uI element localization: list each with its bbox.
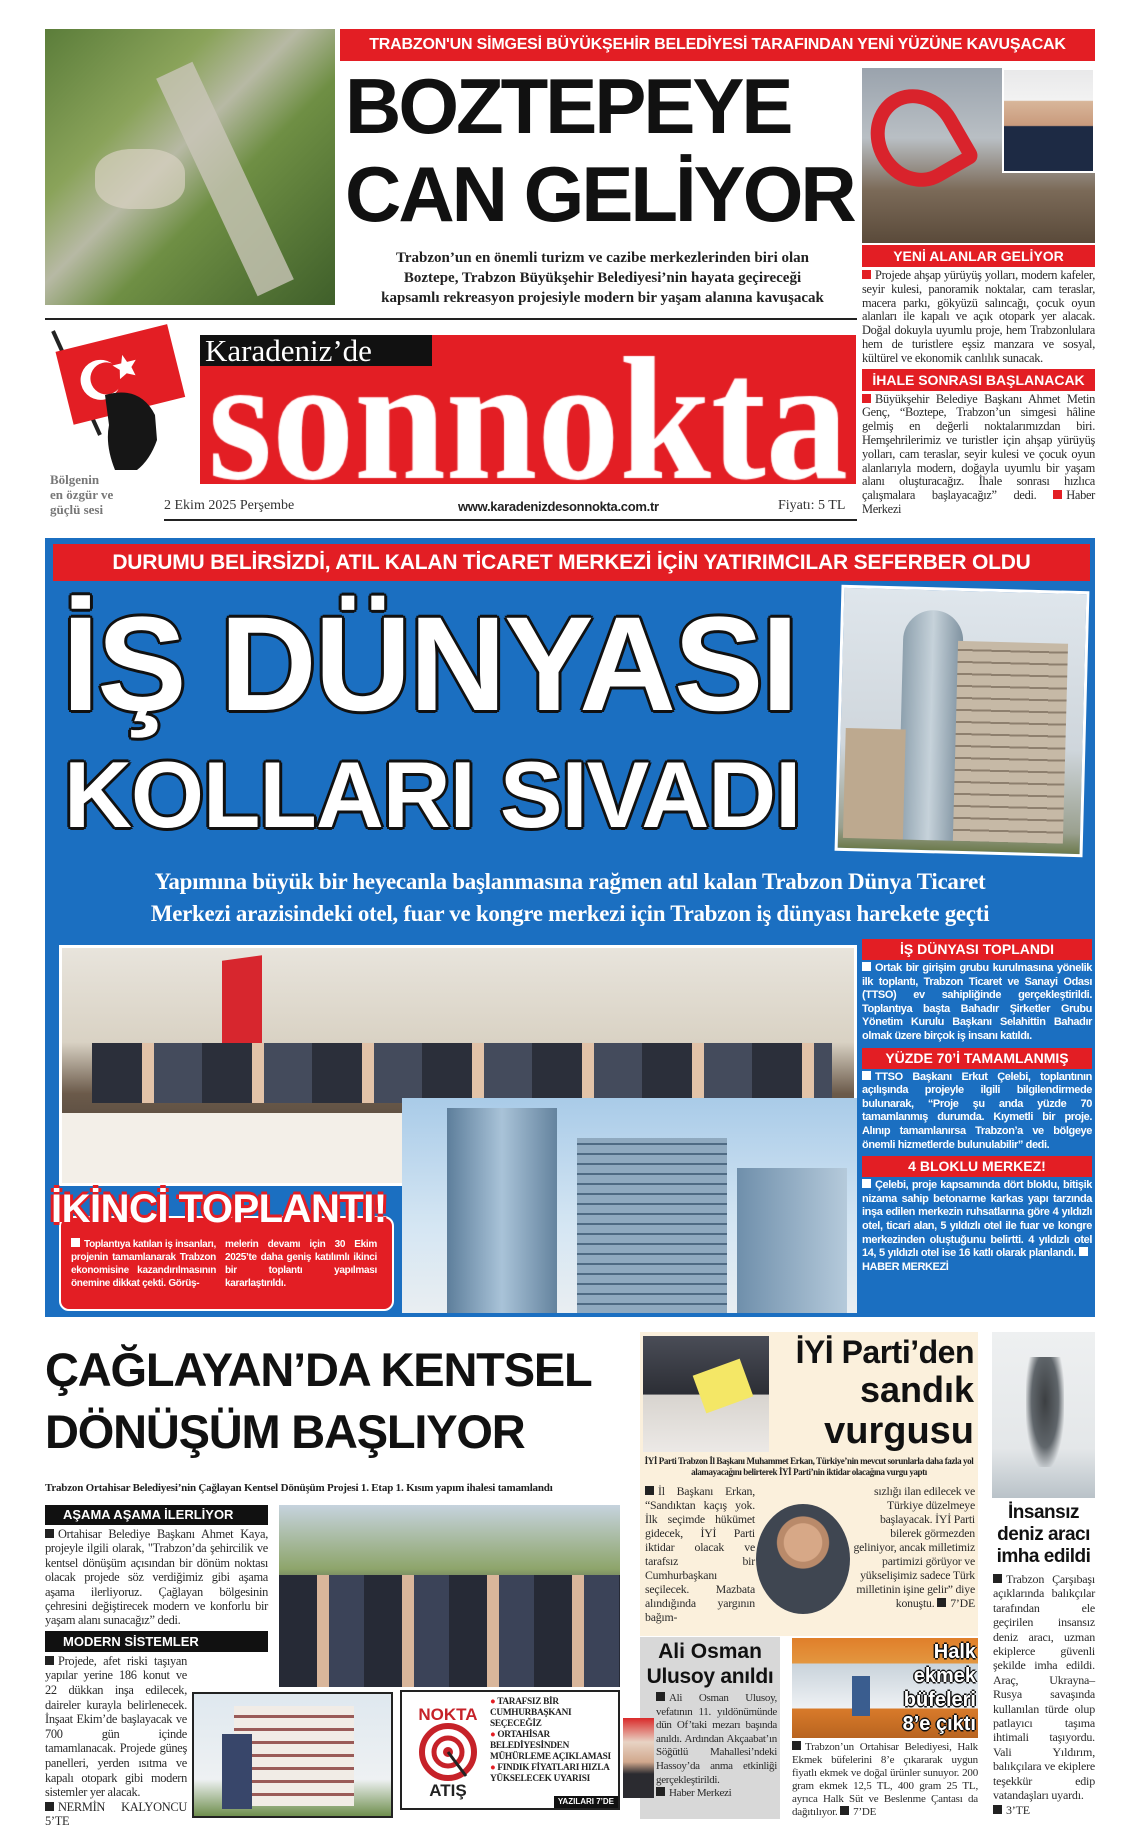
iyi-parti-box	[640, 1332, 978, 1636]
svg-text:NOKTA: NOKTA	[418, 1705, 478, 1724]
second-meeting-title: İKİNCİ TOPLANTI!	[51, 1187, 387, 1231]
nokta-atis-items	[490, 1697, 618, 1785]
halk-ekmek-headline: Halk ekmek büfeleri 8’e çıktı	[902, 1641, 976, 1735]
caglayan-deck: Trabzon Ortahisar Belediyesi’nin Çağlayan Kentsel Dönüşüm Projesi 1. Etap 1. Kısım yapım ihalesi tamamlandı	[45, 1482, 553, 1494]
iyi-parti-headline-line2: sandık	[859, 1369, 974, 1410]
ali-osman-ulusoy-portrait	[623, 1718, 654, 1798]
caglayan-headline-line2: DÖNÜŞÜM BAŞLIYOR	[45, 1405, 525, 1458]
section-header-yeni-alanlar: YENİ ALANLAR GELİYOR	[862, 245, 1095, 267]
issue-date: 2 Ekim 2025 Perşembe	[164, 498, 295, 513]
nokta-atis-item: ● TARAFSIZ BİR CUMHURBAŞKANI SEÇECEĞİZ	[490, 1697, 572, 1729]
bullet-square	[862, 270, 871, 279]
svg-text:ATIŞ: ATIŞ	[429, 1781, 467, 1800]
top-story-headline-line2: CAN GELİYOR	[345, 150, 854, 238]
trade-center-towers-photo	[402, 1098, 857, 1313]
yuzde-70-text: TTSO Başkanı Erkut Çelebi, toplantının açılışında projeyle ilgili bilgilendirmede bulunarak, “Proje şu anda yüzde 70 tamamlanmış durumda. Kıymetli bir proje. Alınıp tamamlanırsa Trabzon’a ve bölgeye önemli hizmetlerde bulunulabilir” dedi.	[862, 1070, 1092, 1151]
masthead-logo	[200, 335, 856, 484]
boztepe-viewpoint-photo	[862, 68, 1095, 243]
nokta-atis-footer: YAZILARI 7’DE	[554, 1796, 618, 1808]
caglayan-headline-line1: ÇAĞLAYAN’DA KENTSEL	[45, 1343, 592, 1396]
masthead-top-rule	[45, 318, 857, 320]
iyi-parti-deck: İYİ Parti Trabzon İl Başkanı Muhammet Erkan, Türkiye’nin mevcut sorunlarla daha fazla yol alamayacağını belirterek İYİ Parti’nin iktidar olacağına vurgu yaptı	[644, 1456, 974, 1477]
price: Fiyatı: 5 TL	[778, 498, 846, 513]
ali-osman-headline-line2: Ulusoy anıldı	[646, 1665, 774, 1688]
mayor-portrait	[1002, 68, 1095, 173]
website-link[interactable]: www.karadenizdesonnokta.com.tr	[458, 499, 659, 514]
top-story-sidebar	[862, 245, 1095, 517]
asama-text: Ortahisar Belediye Başkanı Ahmet Kaya, projeyle ilgili olarak, "Trabzon’da şehircilik ve kentsel dönüşüm açısından bir dönüm noktası olacak projede söz verdiğimiz gibi aşama aşama ilerliyoruz. Çağlayan bölgesinin çehresini değiştirecek modern ve konforlu bir yaşam alanı sunacağız” dedi.	[45, 1527, 268, 1628]
turkish-flag-ataturk-emblem	[45, 325, 195, 470]
masthead-bottom-rule	[164, 519, 857, 521]
sea-explosion-photo	[992, 1332, 1095, 1498]
second-meeting-col2: melerin devamı için 30 Ekim 2025’te daha geniş katılımlı ikinci bir toplantı yapılması kararlaştırıldı.	[225, 1239, 377, 1289]
top-story-deck: Trabzon’un en önemli turizm ve cazibe merkezlerinden biri olan Boztepe, Trabzon Büyükşehir Belediyesi’nin hayata geçireceği kapsamlı rekreasyon projesiyle modern bir yaşam alanına kavuşacak	[381, 250, 824, 306]
second-meeting-box	[49, 1186, 399, 1312]
caglayan-project-rendering	[192, 1692, 393, 1818]
iyi-parti-col2: sızlığı ilan edilecek ve Türkiye düzelmeye başlayacak. İYİ Parti bilerek görmezden geliniyor, ancak milletimiz partimizi görüyor ve yükselişimiz sadece Türk milletinin işine gelir” diye konuştu. 7’DE	[853, 1484, 975, 1610]
iyi-parti-headline-line3: vurgusu	[824, 1410, 974, 1452]
top-story-headline-line1: BOZTEPEYE	[345, 62, 791, 150]
main-story-sidebar	[862, 939, 1092, 1274]
main-story-headline-line2: KOLLARI SIVADI	[64, 742, 801, 847]
ballot-box-photo	[643, 1336, 769, 1452]
boztepe-aerial-photo	[45, 29, 335, 305]
section-header-is-dunyasi: İŞ DÜNYASI TOPLANDI	[862, 939, 1092, 960]
ihale-text: Büyükşehir Belediye Başkanı Ahmet Metin Genç, “Boztepe, Trabzon’un simgesi hâline gelmiş en değerli noktalarımızdan biri. Hemşehrilerimiz ve turistler için ahşap yürüyüş yolları, cam teraslar, seyir kulesi ve çocuk oyun alanlarıyla modern, doğayla uyumlu bir yaşam alanı oluşturacağız. İhale sonrası hızlıca çalışmalara başlayacağız” dedi. Haber Merkezi	[862, 391, 1095, 516]
section-header-4-bloklu: 4 BLOKLU MERKEZ!	[862, 1156, 1092, 1177]
insansiz-text: Trabzon Çarşıbaşı açıklarında balıkçılar tarafından ele geçirilen insansız deniz aracı, uzman ekiplerce güvenli şekilde imha edildi. Araç, Ukrayna–Rusya savaşında kullanılan türde olup patlayıcı taşıma ihtimali taşıyordu. Vali Yıldırım, balıkçılara ve ekiplere teşekkür edip vatandaşları uyardı. 3’TE	[993, 1572, 1096, 1817]
is-dunyasi-text: Ortak bir girişim grubu kurulmasına yönelik ilk toplantı, Trabzon Ticaret ve Sanayi Odası (TTSO) ev sahipliğinde gerçekleştirildi. Toplantıya başta Bahadır Şirketler Grubu Yönetim Kurulu Başkanı Selahittin Bahadır olmak üzere birçok iş insanı katıldı.	[862, 962, 1092, 1042]
ihale-byline: Haber Merkezi	[862, 488, 1095, 516]
halk-ekmek-text: Trabzon’un Ortahisar Belediyesi, Halk Ekmek büfelerini 8’e çıkararak uygun fiyatlı ekmek ve doğal ürünler sunuyor. 200 gram ekmek 12,5 TL, 400 gram 25 TL, ayrıca Halk Süt ve Beslenme Çantası da dağıtılıyor. 7’DE	[792, 1741, 978, 1818]
trade-center-building-photo	[835, 585, 1090, 857]
modern-text: Projede, afet riski taşıyan yapılar yerine 186 konut ve 22 dükkan inşa edilecek, daireler kurayla belirlenecek. İnşaat Ekim’de başlayacak ve 700 gün içinde tamamlanacak. Projede güneş panelleri, yerden ısıtma ve kapalı otopark gibi modern sistemler yer alacak. NERMİN KALYONCU 5’TE	[45, 1653, 187, 1829]
ali-osman-box	[640, 1637, 780, 1819]
insansiz-headline: İnsansız deniz aracı imha edildi	[996, 1502, 1091, 1567]
ali-osman-headline-line1: Ali Osman	[658, 1640, 762, 1663]
section-header-ihale: İHALE SONRASI BAŞLANACAK	[862, 369, 1095, 391]
nokta-atis-item: ● FINDIK FİYATLARI HIZLA YÜKSELECEK UYARISI	[490, 1763, 610, 1784]
erkan-portrait	[756, 1504, 850, 1614]
main-story-kicker: DURUMU BELİRSİZDİ, ATIL KALAN TİCARET MERKEZİ İÇİN YATIRIMCILAR SEFERBER OLDU	[53, 544, 1090, 581]
4-bloklu-text: Çelebi, proje kapsamında dört bloklu, bitişik nizama sahip betonarme karkas yapı tarzında inşa edilen merkezin ruhsatlarına göre 4 yıldızlı otel, ticari alan, 5 yıldızlı otel ile fuar ve kongre merkezinden oluştuğunu belirtti. 4 yıldızlı otel 14, 5 yıldızlı otel ise 16 katlı olarak planlandı. HABER MERKEZİ	[862, 1179, 1092, 1273]
caglayan-officials-photo	[279, 1505, 620, 1687]
section-header-asama: AŞAMA AŞAMA İLERLİYOR	[45, 1505, 268, 1525]
nokta-atis-box	[400, 1690, 620, 1810]
iyi-parti-col1: İl Başkanı Erkan, “Sandıktan kaçış yok. İlk seçimde hükümet gidecek, İYİ Parti iktidar olacak ve tarafsız bir Cumhurbaşkanı seçilecek. Mazbata alındığında yargının bağım-	[645, 1484, 755, 1624]
ali-osman-text: Ali Osman Ulusoy, vefatının 11. yıldönümünde dün Of’taki mezarı başında anıldı. Ardından Akçaabat’ın Söğütlü Mahallesi’ndeki Hassoy’da anma etkinliği gerçekleştirildi. Haber Merkezi	[656, 1692, 777, 1800]
nokta-atis-logo	[408, 1700, 488, 1798]
top-story-kicker: TRABZON'UN SİMGESİ BÜYÜKŞEHİR BELEDİYESİ TARAFINDAN YENİ YÜZÜNE KAVUŞACAK	[340, 29, 1095, 61]
iyi-parti-headline-line1: İYİ Parti’den	[795, 1334, 974, 1370]
section-header-modern: MODERN SİSTEMLER	[45, 1631, 268, 1652]
second-meeting-col1: Toplantıya katılan iş insanları, projenin tamamlanarak Trabzon ekonomisine kazandırılmasının önemine dikkat çekti. Görüş-	[71, 1239, 216, 1289]
main-story-headline-line1: İŞ DÜNYASI	[62, 590, 797, 739]
masthead-slogan: Bölgenin en özgür ve güçlü sesi	[50, 472, 114, 517]
section-header-yuzde-70: YÜZDE 70’İ TAMAMLANMIŞ	[862, 1048, 1092, 1069]
nokta-atis-item: ● ORTAHİSAR BELEDİYESİNDEN MÜHÜRLEME AÇIKLAMASI	[490, 1730, 611, 1762]
logo-prefix: Karadeniz’de	[205, 333, 372, 368]
yeni-alanlar-text: Projede ahşap yürüyüş yolları, modern kafeler, seyir kulesi, panoramik noktalar, cam teraslar, macera parkı, gökyüzü salıncağı, çocuk oyun alanları ile kapalı ve açık otopark yer alacak. Doğal dokuyla uyumlu proje, hem Trabzonlulara hem de turistlere eşsiz manzara ve sosyal, kültürel ve ekonomik canlılık sunacak.	[862, 268, 1095, 365]
main-story-deck: Yapımına büyük bir heyecanla başlanmasına rağmen atıl kalan Trabzon Dünya Ticaret Merkezi arazisindeki otel, fuar ve kongre merkezi için Trabzon iş dünyası harekete geçti	[150, 869, 990, 926]
